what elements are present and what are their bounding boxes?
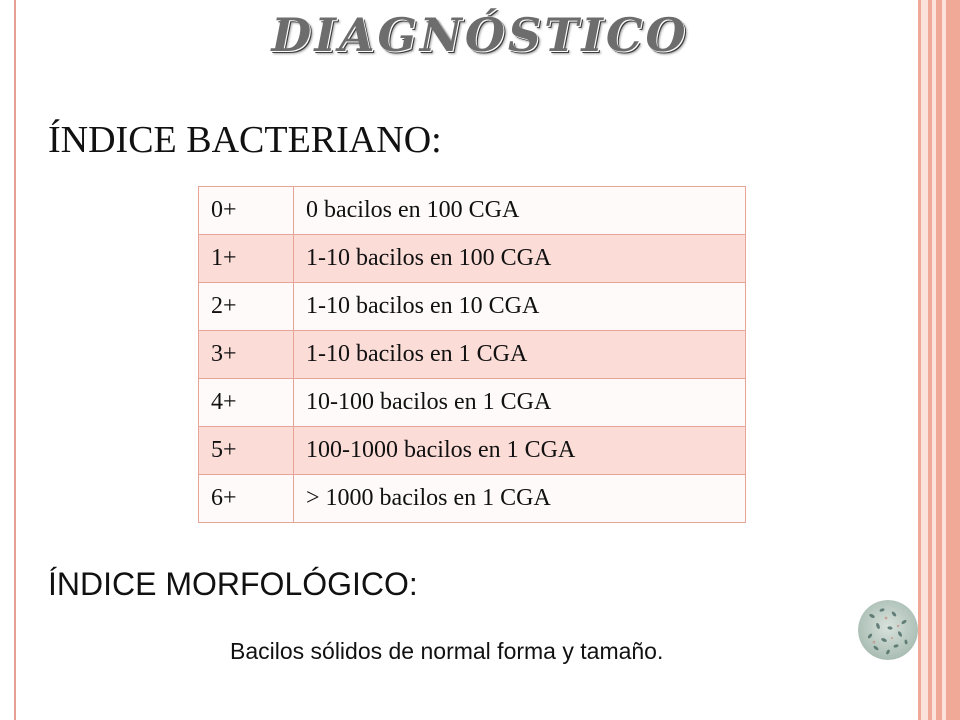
microscopy-thumbnail-icon <box>858 600 918 660</box>
grade-cell: 6+ <box>199 475 294 523</box>
description-cell: 1-10 bacilos en 10 CGA <box>294 283 746 331</box>
grade-cell: 1+ <box>199 235 294 283</box>
description-cell: 0 bacilos en 100 CGA <box>294 187 746 235</box>
grade-cell: 5+ <box>199 427 294 475</box>
slide-title: DIAGNÓSTICO <box>271 8 689 62</box>
table-row <box>199 475 746 523</box>
right-stripe-3 <box>936 0 942 720</box>
right-stripe-1 <box>918 0 921 720</box>
table-row <box>199 283 746 331</box>
table-row <box>199 379 746 427</box>
bacterial-index-table <box>198 186 746 523</box>
description-cell: 100-1000 bacilos en 1 CGA <box>294 427 746 475</box>
table-row <box>199 427 746 475</box>
grade-cell: 3+ <box>199 331 294 379</box>
grade-cell: 2+ <box>199 283 294 331</box>
table-row <box>199 331 746 379</box>
grade-cell: 4+ <box>199 379 294 427</box>
description-cell: 1-10 bacilos en 1 CGA <box>294 331 746 379</box>
description-cell: 10-100 bacilos en 1 CGA <box>294 379 746 427</box>
heading-indice-morfologico: ÍNDICE MORFOLÓGICO: <box>48 566 418 602</box>
left-border-line <box>14 0 16 720</box>
description-cell: 1-10 bacilos en 100 CGA <box>294 235 746 283</box>
grade-cell: 0+ <box>199 187 294 235</box>
microscopy-thumbnail-graphic <box>858 600 918 660</box>
right-stripe-4 <box>946 0 960 720</box>
right-stripe-2 <box>928 0 932 720</box>
table-row <box>199 187 746 235</box>
description-cell: > 1000 bacilos en 1 CGA <box>294 475 746 523</box>
morfologico-description: Bacilos sólidos de normal forma y tamaño. <box>230 638 664 664</box>
table-row <box>199 235 746 283</box>
heading-indice-bacteriano: ÍNDICE BACTERIANO: <box>48 119 442 161</box>
